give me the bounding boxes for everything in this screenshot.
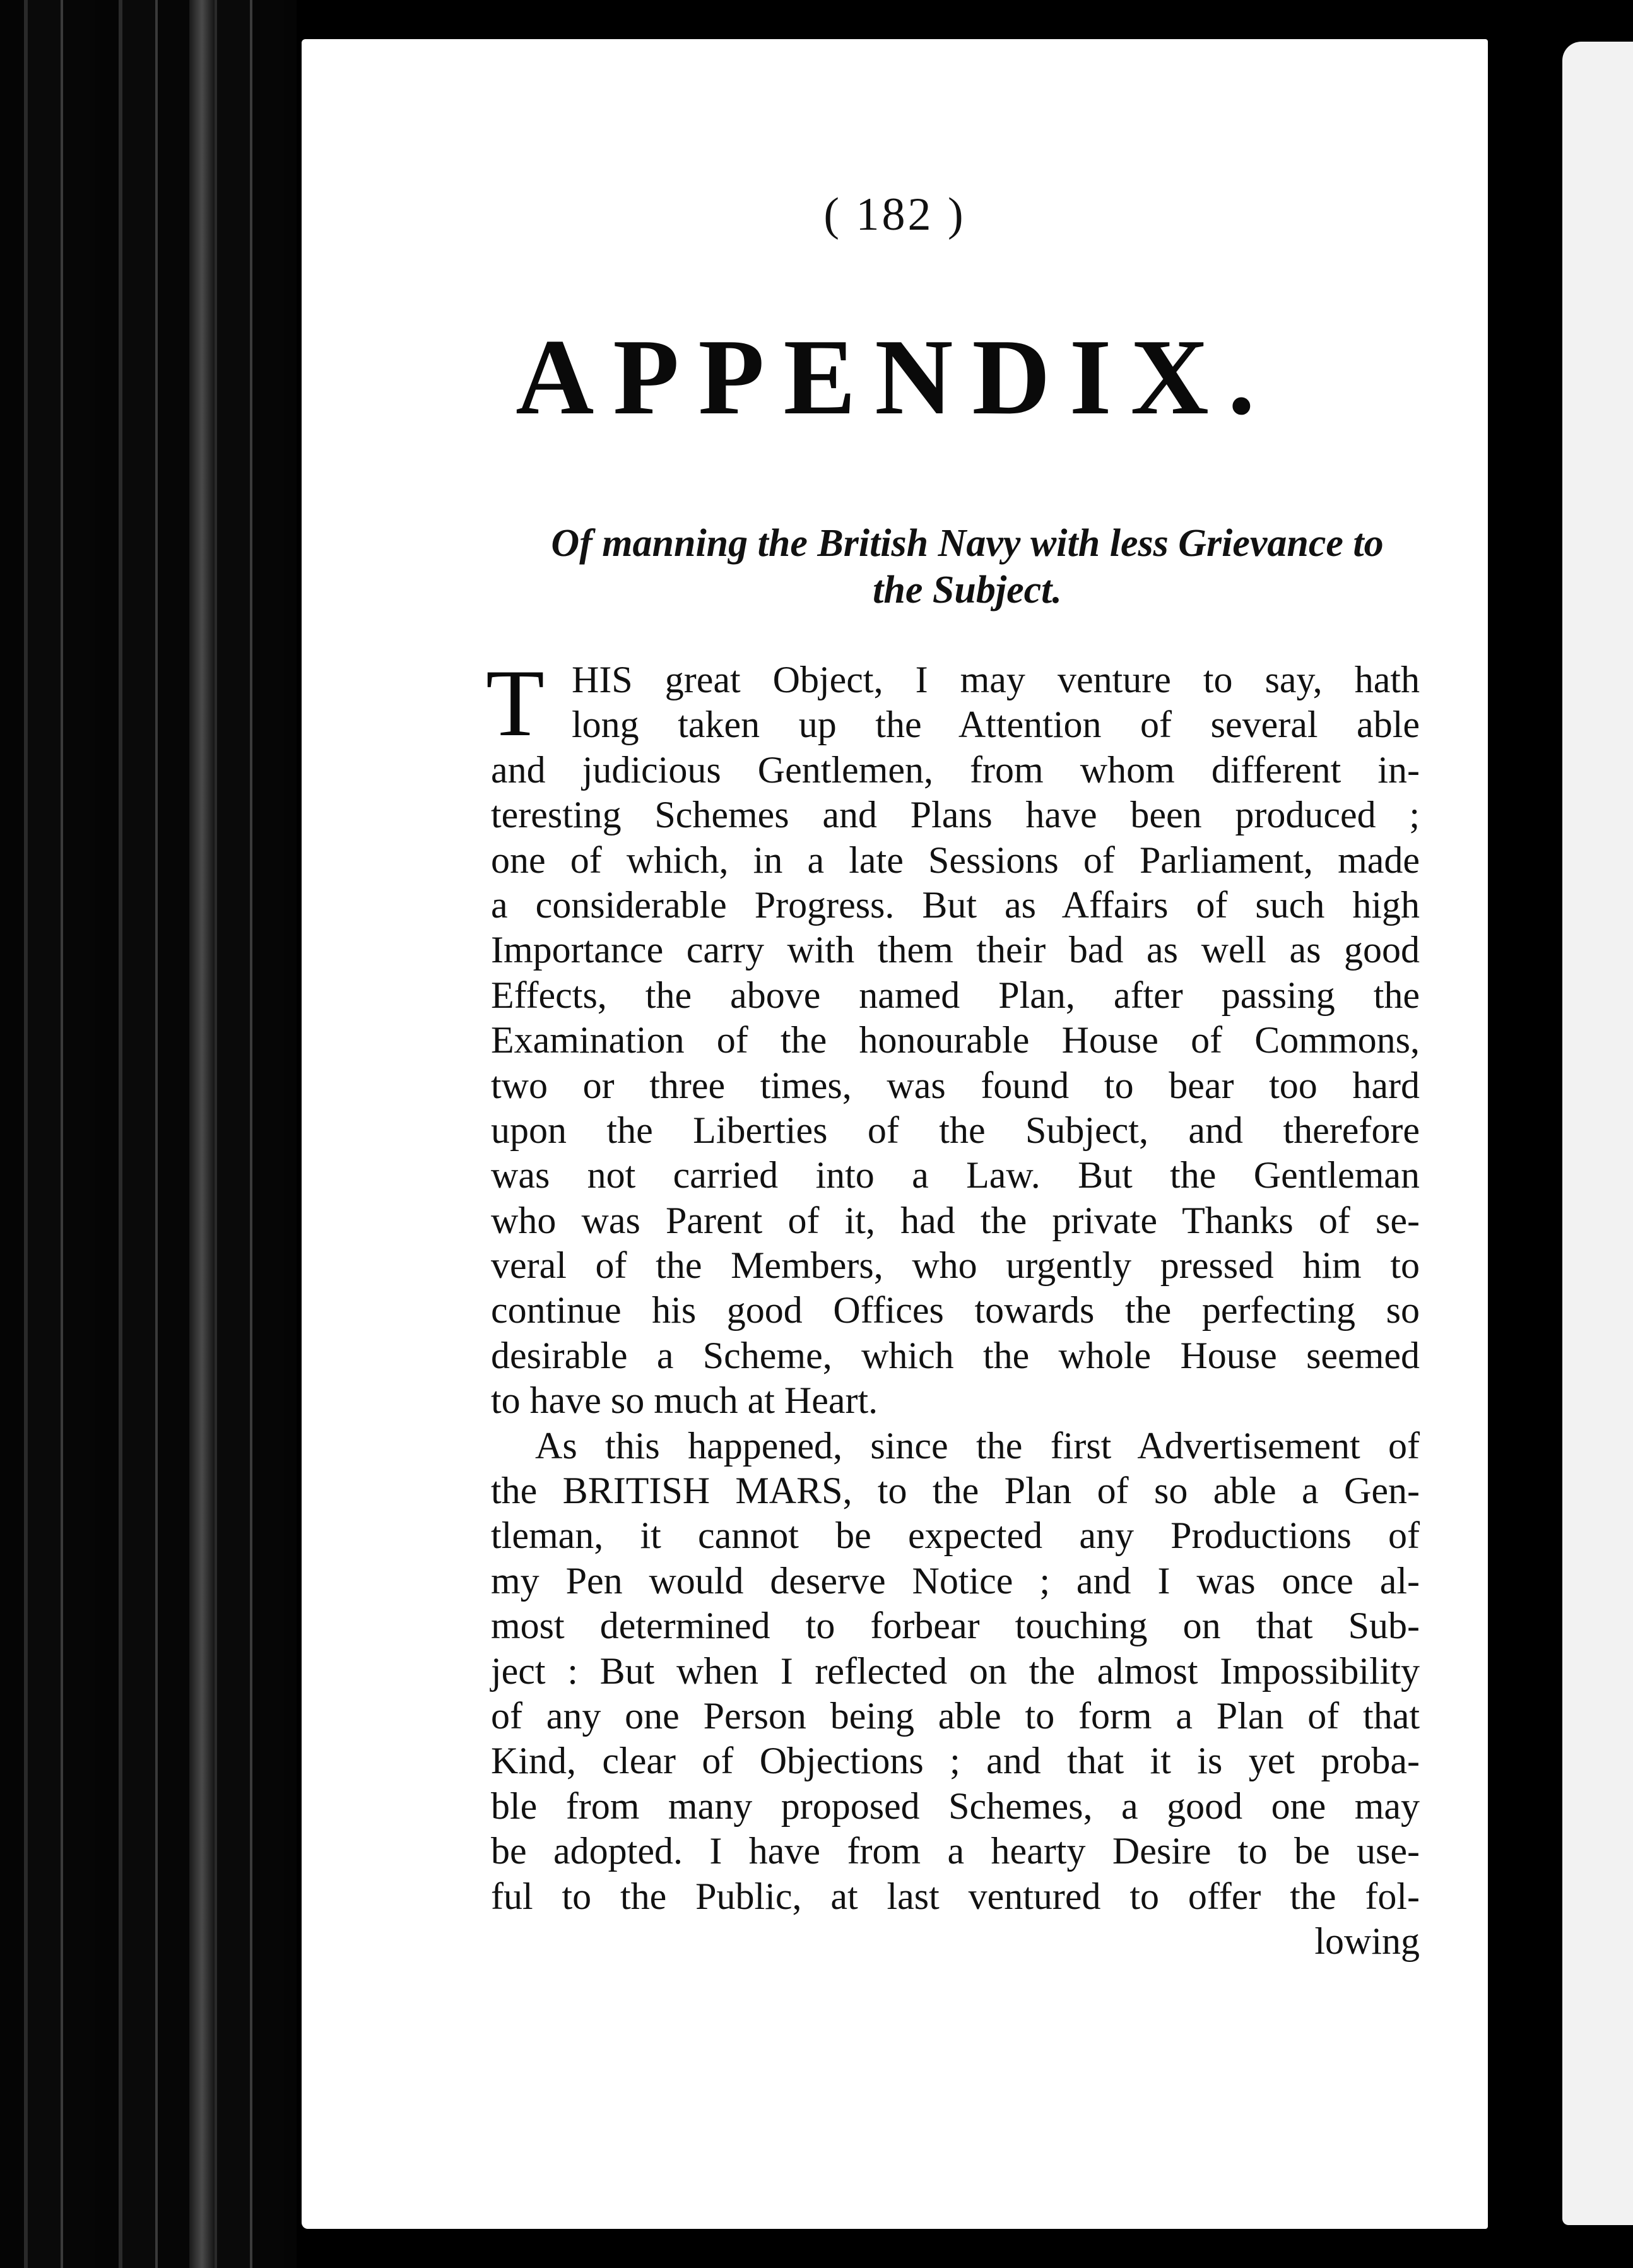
text-line: Kind, clear of Objections ; and that it is yet proba-	[491, 1740, 1420, 1782]
text-line: ject : But when I reflected on the almost Impossibility	[491, 1650, 1420, 1692]
text-line: teresting Schemes and Plans have been produced ;	[491, 794, 1420, 836]
text-line: continue his good Offices towards the perfecting so	[491, 1289, 1420, 1332]
text-line: most determined to forbear touching on that Sub-	[491, 1605, 1420, 1647]
text-line: be adopted. I have from a hearty Desire to be use-	[491, 1830, 1420, 1872]
text-line: veral of the Members, who urgently pressed him to	[491, 1244, 1420, 1287]
text-line: and judicious Gentlemen, from whom different in-	[491, 748, 1420, 791]
book-binding	[0, 0, 297, 2268]
text-line: As this happened, since the first Advertisement of	[535, 1424, 1420, 1467]
text-line: the BRITISH MARS, to the Plan of so able a Gen-	[491, 1470, 1420, 1512]
text-line: to have so much at Heart.	[491, 1379, 878, 1422]
text-line: two or three times, was found to bear too hard	[491, 1064, 1420, 1106]
text-line: my Pen would deserve Notice ; and I was once al-	[491, 1559, 1420, 1602]
text-line: desirable a Scheme, which the whole House seemed	[491, 1334, 1420, 1376]
text-line: one of which, in a late Sessions of Parliament, made	[491, 839, 1420, 881]
page-title: APPENDIX.	[516, 317, 1274, 437]
facing-page-edge	[1562, 42, 1633, 2225]
book-page	[302, 39, 1488, 2229]
body-text	[486, 650, 1420, 1964]
text-line: Effects, the above named Plan, after passing the	[491, 974, 1420, 1016]
section-subtitle	[516, 520, 1418, 613]
text-line: Importance carry with them their bad as well as good	[491, 929, 1420, 971]
text-line: of any one Person being able to form a Plan of that	[491, 1694, 1420, 1737]
text-line: upon the Liberties of the Subject, and therefore	[491, 1109, 1420, 1151]
text-line: a considerable Progress. But as Affairs of such high	[491, 883, 1420, 926]
text-line: was not carried into a Law. But the Gentleman	[491, 1154, 1420, 1196]
text-line: ful to the Public, at last ventured to offer the fol-	[491, 1875, 1420, 1917]
first-paragraph	[486, 650, 1420, 756]
page-number: ( 182 )	[823, 189, 966, 240]
text-line: Examination of the honourable House of Commons,	[491, 1019, 1420, 1061]
text-line: ble from many proposed Schemes, a good one may	[491, 1785, 1420, 1827]
text-line: who was Parent of it, had the private Thanks of se-	[491, 1199, 1420, 1241]
catchword: lowing	[1314, 1920, 1420, 1962]
subtitle-line-2: the Subject.	[873, 569, 1062, 611]
subtitle-line-1: Of manning the British Navy with less Grievance to	[551, 522, 1384, 565]
text-line: HIS great Object, I may venture to say, hath	[572, 659, 1420, 700]
binding-edge	[189, 0, 215, 2268]
text-line: long taken up the Attention of several able	[572, 704, 1420, 746]
text-line: tleman, it cannot be expected any Productions of	[491, 1515, 1420, 1557]
drop-cap: T	[486, 650, 545, 756]
